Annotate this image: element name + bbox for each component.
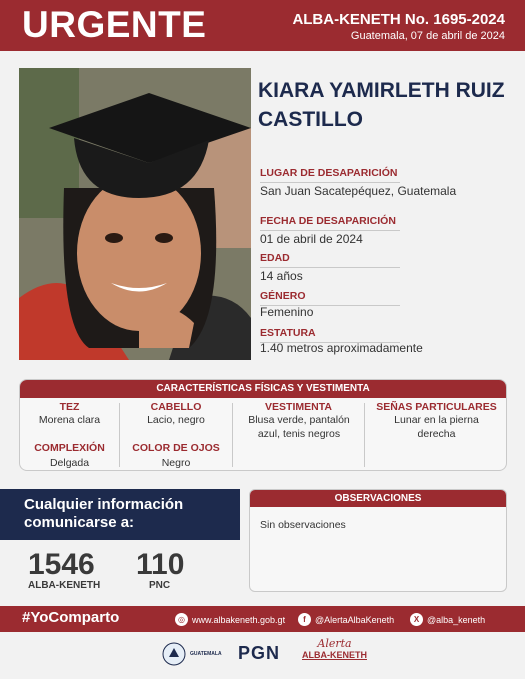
person-name: KIARA YAMIRLETH RUIZ CASTILLO (258, 79, 505, 131)
cabello-label: CABELLO (150, 401, 202, 413)
website-link[interactable] (175, 613, 285, 626)
fecha-value: 01 de abril de 2024 (260, 232, 363, 246)
website-text: www.albakeneth.gob.gt (192, 614, 286, 625)
characteristics-title: CARACTERÍSTICAS FÍSICAS Y VESTIMENTA (20, 380, 506, 398)
lugar-label: LUGAR DE DESAPARICIÓN (260, 167, 400, 183)
facebook-text: @AlertaAlbaKeneth (315, 614, 395, 625)
senas-value: Lunar en la pierna derecha (394, 414, 479, 440)
hashtag[interactable]: #YoComparto (22, 609, 120, 626)
edad-value: 14 años (260, 269, 303, 283)
ojos-label: COLOR DE OJOS (132, 442, 220, 454)
genero-value: Femenino (260, 305, 314, 319)
cabello-value: Lacio, negro (147, 414, 205, 426)
footer-bar (0, 606, 525, 632)
facebook-link[interactable] (298, 613, 394, 626)
fecha-label: FECHA DE DESAPARICIÓN (260, 215, 400, 231)
contact-text: Cualquier información comunicarse a: (24, 496, 184, 531)
person-photo (19, 68, 251, 360)
estatura-label: ESTATURA (260, 327, 400, 343)
gov-logo-text: GUATEMALA (190, 651, 222, 657)
location-date: Guatemala, 07 de abril de 2024 (350, 30, 505, 42)
facebook-icon: f (298, 613, 311, 626)
ojos-value: Negro (161, 457, 191, 469)
contact-banner (0, 489, 240, 540)
observations-panel (249, 489, 507, 592)
header-bar (0, 0, 525, 51)
alert-number: ALBA-KENETH No. 1695-2024 (292, 11, 505, 28)
pnc-number[interactable]: 110 (136, 548, 185, 581)
complexion-value: Delgada (49, 457, 90, 469)
alba-keneth-number[interactable]: 1546 (28, 548, 95, 581)
genero-label: GÉNERO (260, 290, 400, 306)
gov-logo (162, 642, 222, 666)
coat-of-arms-icon (162, 642, 186, 666)
edad-label: EDAD (260, 252, 400, 268)
x-link[interactable] (410, 613, 485, 626)
observations-text: Sin observaciones (260, 519, 346, 531)
estatura-value: 1.40 metros aproximadamente (260, 341, 423, 355)
observations-title: OBSERVACIONES (250, 490, 506, 507)
x-text: @alba_keneth (427, 614, 486, 625)
vestimenta-value: Blusa verde, pantalón azul, tenis negros (248, 414, 350, 440)
senas-label: SEÑAS PARTICULARES (376, 401, 497, 413)
characteristics-panel (19, 379, 507, 471)
alerta-logo (302, 637, 367, 660)
alerta-logo-name: ALBA-KENETH (302, 650, 367, 660)
x-icon: X (410, 613, 423, 626)
alerta-logo-script: Alerta (317, 637, 352, 650)
pgn-logo: PGN (238, 643, 281, 663)
lugar-value: San Juan Sacatepéquez, Guatemala (260, 184, 457, 198)
tez-value: Morena clara (38, 414, 101, 426)
tez-label: TEZ (59, 401, 80, 413)
complexion-label: COMPLEXIÓN (34, 442, 105, 454)
vestimenta-label: VESTIMENTA (265, 401, 332, 413)
pnc-caption: PNC (149, 580, 171, 591)
alba-keneth-caption: ALBA-KENETH (28, 580, 101, 591)
globe-icon: ◎ (175, 613, 188, 626)
urgent-title: URGENTE (22, 4, 207, 45)
